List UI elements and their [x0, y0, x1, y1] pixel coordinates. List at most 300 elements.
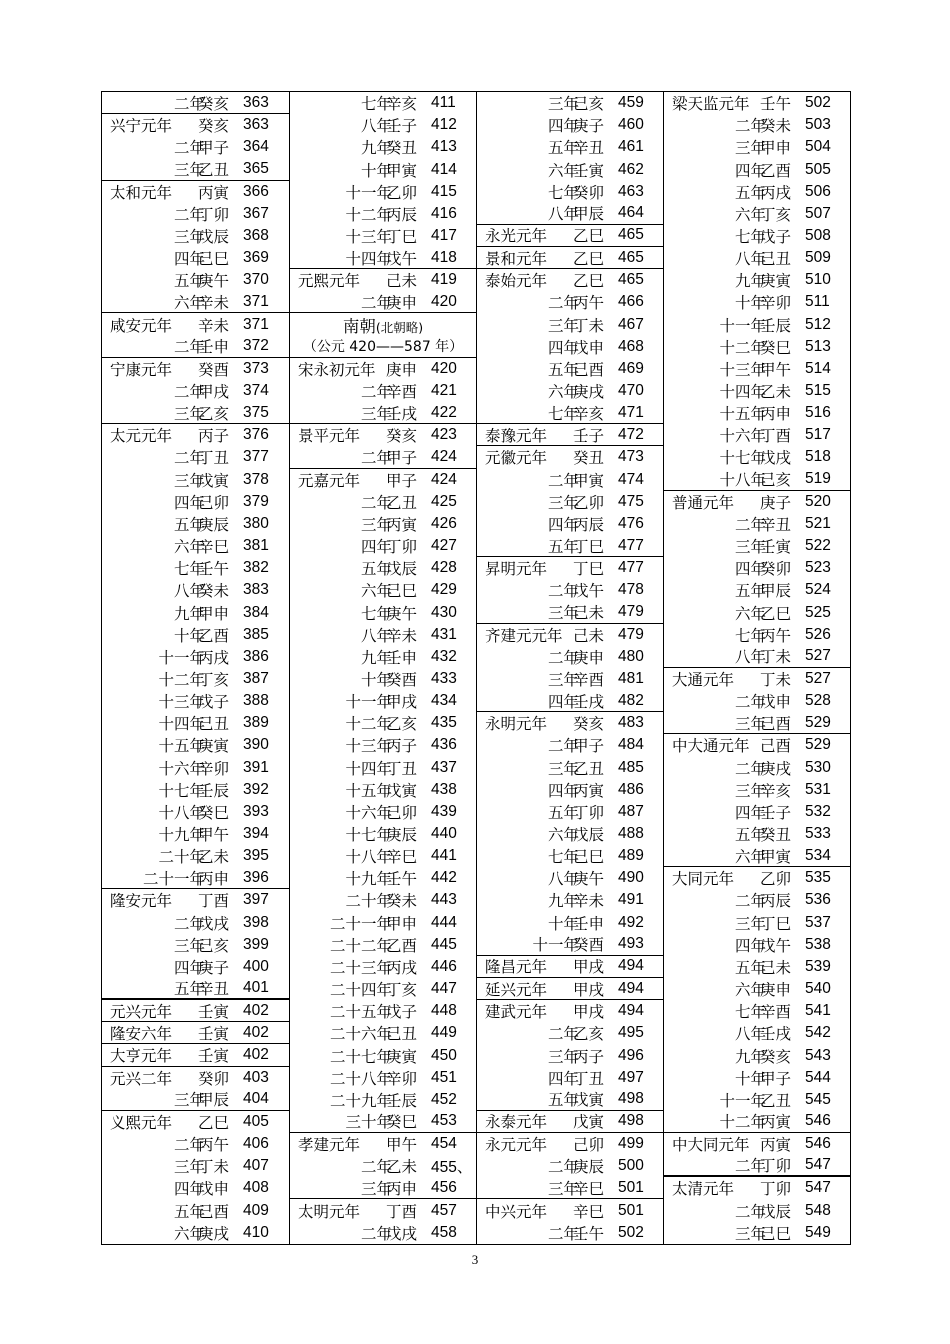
ganzhi-year: 戊申	[198, 1180, 230, 1199]
ad-year: 527	[805, 647, 831, 665]
reign-year: 二年	[173, 449, 205, 468]
reign-year: 五年	[547, 360, 579, 379]
ganzhi-year: 癸未	[760, 117, 792, 136]
table-row	[102, 734, 289, 756]
reign-year: 七年	[547, 183, 579, 202]
ganzhi-year: 庚子	[198, 958, 230, 977]
ganzhi-year: 壬寅	[198, 1024, 230, 1043]
ad-year: 373	[243, 359, 269, 377]
ad-year: 447	[431, 980, 457, 998]
ganzhi-year: 壬午	[760, 95, 792, 114]
ganzhi-year: 壬午	[198, 560, 230, 579]
ad-year: 393	[243, 802, 269, 820]
reign-year: 五年	[734, 826, 766, 844]
ad-year: 431	[431, 625, 457, 643]
ganzhi-year: 己未	[573, 626, 605, 645]
table-row	[102, 956, 289, 978]
table-row	[477, 978, 663, 1000]
table-row	[477, 291, 663, 313]
reign-year: 十年	[547, 914, 579, 933]
ganzhi-year: 己亥	[573, 95, 605, 114]
table-row	[290, 712, 476, 734]
ad-year: 370	[243, 271, 269, 289]
ad-year: 395	[243, 847, 269, 865]
ad-year: 548	[805, 1201, 831, 1219]
reign-year: 七年	[734, 227, 766, 246]
reign-year: 十九年	[345, 870, 392, 889]
ad-year: 537	[805, 913, 831, 931]
reign-year: 太明元年	[298, 1202, 361, 1221]
table-row	[664, 712, 850, 734]
ad-year: 484	[618, 736, 644, 754]
ad-year: 523	[805, 559, 831, 577]
ad-year: 506	[805, 182, 831, 200]
table-row	[477, 469, 663, 491]
reign-year: 二十五年	[329, 1003, 392, 1022]
table-row	[477, 912, 663, 934]
table-row	[477, 690, 663, 712]
ad-year: 465	[618, 226, 644, 244]
ad-year: 392	[243, 780, 269, 798]
table-row	[664, 1089, 850, 1111]
table-row	[477, 269, 663, 291]
ad-year: 437	[431, 758, 457, 776]
reign-year: 三年	[173, 404, 205, 423]
reign-year: 八年	[734, 1025, 766, 1044]
table-row	[477, 424, 663, 446]
section-range-row	[290, 336, 476, 358]
ganzhi-year: 癸丑	[386, 139, 418, 158]
table-row	[664, 956, 850, 978]
table-row	[664, 314, 850, 336]
table-row	[102, 557, 289, 579]
reign-year: 梁天监元年	[672, 95, 750, 114]
ganzhi-year: 辛亥	[386, 95, 418, 114]
ad-year: 432	[431, 647, 457, 665]
ad-year: 493	[618, 935, 644, 953]
table-row	[290, 491, 476, 513]
reign-year: 七年	[360, 95, 392, 114]
reign-year: 二年	[547, 294, 579, 313]
ad-year: 533	[805, 825, 831, 842]
table-row	[477, 92, 663, 114]
ad-year: 451	[431, 1068, 457, 1086]
table-row	[102, 402, 289, 424]
reign-year: 宋永初元年	[298, 360, 376, 379]
ganzhi-year: 乙卯	[760, 870, 792, 889]
table-row	[477, 1155, 663, 1177]
table-row	[477, 557, 663, 579]
ganzhi-year: 辛未	[386, 626, 418, 645]
ganzhi-year: 乙巳	[573, 249, 605, 268]
ganzhi-year: 壬子	[760, 803, 792, 822]
ad-year: 417	[431, 226, 457, 244]
reign-year: 十七年	[345, 826, 392, 844]
table-row	[477, 934, 663, 956]
table-row	[664, 823, 850, 845]
ad-year: 442	[431, 869, 457, 887]
reign-year: 三年	[173, 1158, 205, 1177]
reign-year: 十七年	[158, 781, 205, 800]
table-row	[290, 889, 476, 911]
ganzhi-year: 庚辰	[573, 1158, 605, 1177]
table-row	[102, 380, 289, 402]
reign-year: 十年	[734, 1069, 766, 1088]
ganzhi-year: 癸酉	[573, 936, 605, 955]
reign-year: 泰豫元年	[485, 426, 548, 445]
ad-year: 492	[618, 913, 644, 931]
ganzhi-year: 乙亥	[573, 1025, 605, 1044]
reign-year: 八年	[360, 626, 392, 645]
table-row	[664, 469, 850, 491]
reign-year: 十八年	[158, 803, 205, 822]
ganzhi-year: 庚戌	[573, 383, 605, 401]
reign-year: 永明元年	[485, 715, 548, 734]
table-row	[290, 1222, 476, 1244]
reign-year: 元徽元年	[485, 449, 548, 468]
table-row	[290, 757, 476, 779]
ad-year: 405	[243, 1112, 269, 1130]
reign-year: 七年	[734, 626, 766, 645]
ganzhi-year: 庚申	[386, 293, 418, 312]
reign-year: 四年	[547, 781, 579, 800]
table-row	[477, 712, 663, 734]
ganzhi-year: 庚寅	[760, 272, 792, 291]
ganzhi-year: 辛丑	[198, 980, 230, 999]
ganzhi-year: 甲午	[386, 1136, 418, 1155]
ganzhi-year: 癸亥	[198, 94, 230, 113]
table-row	[290, 1200, 476, 1222]
ad-year: 487	[618, 802, 644, 820]
reign-year: 三年	[547, 604, 579, 622]
ganzhi-year: 辛亥	[760, 781, 792, 800]
ganzhi-year: 庚寅	[198, 737, 230, 756]
ganzhi-year: 丁巳	[386, 227, 418, 246]
table-row	[102, 845, 289, 867]
ganzhi-year: 乙巳	[760, 604, 792, 623]
table-row	[102, 646, 289, 668]
reign-year: 隆安六年	[110, 1024, 173, 1043]
reign-year: 十八年	[719, 471, 766, 490]
reign-year: 大亨元年	[110, 1047, 173, 1065]
ad-year: 464	[618, 204, 644, 222]
ad-year: 465	[618, 271, 644, 289]
reign-year: 六年	[734, 981, 766, 1000]
ad-year: 396	[243, 868, 269, 886]
reign-year: 十五年	[158, 737, 205, 756]
ganzhi-year: 丁未	[573, 316, 605, 335]
reign-year: 大同元年	[672, 870, 735, 889]
ad-year: 491	[618, 891, 644, 909]
reign-year: 四年	[173, 250, 205, 269]
reign-year: 十二年	[719, 338, 766, 357]
table-row	[477, 1200, 663, 1222]
table-row	[477, 136, 663, 158]
ad-year: 477	[618, 559, 644, 577]
table-row	[102, 1155, 289, 1177]
ganzhi-year: 丙子	[386, 737, 418, 756]
ad-year: 456	[431, 1178, 457, 1196]
ad-year: 546	[805, 1112, 831, 1130]
reign-year: 五年	[547, 537, 579, 556]
ganzhi-year: 丁亥	[386, 981, 418, 1000]
ganzhi-year: 甲子	[760, 1069, 792, 1088]
ad-year: 390	[243, 736, 269, 754]
reign-year: 二年	[173, 94, 205, 113]
table-row	[290, 934, 476, 956]
ganzhi-year: 丙戌	[386, 958, 418, 977]
ganzhi-year: 丁亥	[198, 670, 230, 689]
reign-year: 十四年	[719, 383, 766, 401]
ganzhi-year: 己巳	[760, 1224, 792, 1243]
reign-year: 五年	[734, 582, 766, 601]
reign-year: 十一年	[719, 1091, 766, 1110]
table-row	[477, 668, 663, 690]
reign-year: 九年	[734, 1047, 766, 1066]
reign-year: 二年	[173, 139, 205, 158]
ad-year: 544	[805, 1068, 831, 1086]
table-row	[102, 823, 289, 845]
ganzhi-year: 壬寅	[198, 1047, 230, 1065]
ganzhi-year: 庚辰	[198, 515, 230, 534]
ganzhi-year: 辛卯	[386, 1069, 418, 1088]
reign-year: 十七年	[719, 449, 766, 468]
ganzhi-year: 丁未	[760, 670, 792, 689]
ad-year: 486	[618, 780, 644, 798]
reign-year: 普通元年	[672, 493, 735, 512]
ad-year: 420	[431, 359, 457, 377]
ganzhi-year: 戊戌	[198, 914, 230, 933]
table-row	[664, 757, 850, 779]
table-row	[664, 668, 850, 690]
ad-year: 516	[805, 404, 831, 422]
ad-year: 391	[243, 758, 269, 776]
ganzhi-year: 丁酉	[760, 427, 792, 446]
reign-year: 六年	[547, 826, 579, 844]
ganzhi-year: 戊辰	[573, 826, 605, 844]
reign-year: 十五年	[345, 781, 392, 800]
reign-year: 三年	[734, 781, 766, 800]
table-row	[664, 424, 850, 446]
ad-year: 439	[431, 802, 457, 820]
ad-year: 458	[431, 1223, 457, 1241]
table-row	[664, 269, 850, 291]
reign-year: 九年	[360, 139, 392, 158]
reign-year: 中大通元年	[672, 737, 750, 756]
ad-year: 542	[805, 1024, 831, 1042]
ganzhi-year: 甲辰	[573, 205, 605, 224]
ad-year: 419	[431, 271, 457, 289]
ad-year: 500	[618, 1157, 644, 1175]
reign-year: 十一年	[158, 648, 205, 667]
reign-year: 四年	[547, 692, 579, 711]
ad-year: 496	[618, 1046, 644, 1064]
ganzhi-year: 乙酉	[386, 936, 418, 955]
ganzhi-year: 甲戌	[573, 1003, 605, 1022]
ganzhi-year: 甲戌	[573, 980, 605, 999]
ganzhi-year: 壬寅	[760, 538, 792, 557]
table-row	[290, 579, 476, 601]
ganzhi-year: 乙未	[386, 1158, 418, 1177]
reign-year: 三年	[734, 1224, 766, 1243]
reign-year: 二年	[734, 1157, 766, 1176]
ganzhi-year: 癸巳	[760, 338, 792, 357]
table-row	[477, 314, 663, 336]
table-row	[102, 1111, 289, 1133]
table-row	[477, 779, 663, 801]
ad-year: 543	[805, 1046, 831, 1064]
ad-year: 510	[805, 271, 831, 289]
reign-year: 兴宁元年	[110, 117, 173, 136]
reign-year: 七年	[547, 848, 579, 867]
ad-year: 519	[805, 470, 831, 488]
table-row	[102, 314, 289, 336]
ganzhi-year: 乙丑	[573, 759, 605, 778]
ad-year: 382	[243, 559, 269, 577]
section-heading	[290, 313, 476, 337]
ganzhi-year: 丁卯	[760, 1157, 792, 1176]
ad-year: 377	[243, 448, 269, 466]
ganzhi-year: 庚戌	[760, 759, 792, 778]
table-row	[290, 734, 476, 756]
ad-year: 470	[618, 382, 644, 399]
ganzhi-year: 丙午	[573, 294, 605, 313]
reign-year: 六年	[360, 582, 392, 601]
reign-year: 五年	[547, 803, 579, 822]
ganzhi-year: 丙戌	[198, 648, 230, 667]
table-row	[664, 380, 850, 402]
table-row	[290, 1000, 476, 1022]
ganzhi-year: 甲子	[386, 471, 418, 490]
table-row	[477, 624, 663, 646]
reign-year: 二年	[734, 693, 766, 712]
ad-year: 448	[431, 1002, 457, 1020]
table-row	[664, 358, 850, 380]
table-row	[290, 1089, 476, 1111]
ganzhi-year: 庚子	[760, 493, 792, 512]
table-row	[102, 779, 289, 801]
ad-year: 381	[243, 537, 269, 555]
reign-year: 二年	[547, 737, 579, 756]
ganzhi-year: 己未	[386, 272, 418, 291]
reign-year: 二年	[734, 759, 766, 778]
ganzhi-year: 癸亥	[198, 117, 230, 136]
table-row	[102, 513, 289, 535]
ad-year: 526	[805, 625, 831, 643]
reign-year: 十年	[734, 294, 766, 313]
table-column	[477, 92, 663, 1244]
ad-year: 502	[805, 94, 831, 112]
reign-year: 三年	[173, 936, 205, 955]
table-row	[477, 225, 663, 247]
reign-year: 七年	[173, 560, 205, 579]
table-row	[290, 92, 476, 114]
ganzhi-year: 甲申	[760, 139, 792, 158]
ganzhi-year: 甲辰	[198, 1091, 230, 1110]
reign-year: 三年	[547, 759, 579, 778]
ad-year: 476	[618, 514, 644, 532]
table-row	[664, 291, 850, 313]
ad-year: 475	[618, 492, 644, 510]
table-row	[477, 1000, 663, 1022]
table-row	[290, 1044, 476, 1066]
table-row	[102, 136, 289, 158]
ad-year: 402	[243, 1023, 269, 1041]
table-row	[290, 136, 476, 158]
ad-year: 479	[618, 625, 644, 643]
table-row	[102, 624, 289, 646]
reign-year: 二十一年	[142, 869, 205, 888]
reign-year: 隆昌元年	[485, 958, 548, 977]
ganzhi-year: 丙戌	[760, 183, 792, 202]
ganzhi-year: 庚申	[760, 981, 792, 1000]
table-row	[290, 912, 476, 934]
table-row	[664, 491, 850, 513]
ganzhi-year: 壬午	[573, 1224, 605, 1243]
reign-year: 六年	[734, 847, 766, 866]
ad-year: 508	[805, 226, 831, 244]
ganzhi-year: 丁酉	[386, 1202, 418, 1221]
ganzhi-year: 丁丑	[573, 1069, 605, 1088]
ad-year: 369	[243, 249, 269, 267]
ganzhi-year: 癸酉	[386, 670, 418, 689]
reign-year: 二年	[547, 648, 579, 667]
table-row	[664, 1155, 850, 1177]
ad-year: 483	[618, 714, 644, 732]
ganzhi-year: 癸丑	[760, 826, 792, 844]
ganzhi-year: 甲寅	[573, 471, 605, 490]
reign-year: 二十九年	[329, 1091, 392, 1110]
ganzhi-year: 辛巳	[573, 1202, 605, 1221]
ad-year: 482	[618, 691, 644, 709]
reign-year: 三年	[547, 316, 579, 335]
reign-year: 十二年	[345, 205, 392, 224]
table-row	[290, 380, 476, 402]
ad-year: 365	[243, 160, 269, 177]
ad-year: 418	[431, 248, 457, 266]
ad-year: 531	[805, 780, 831, 798]
reign-year: 五年	[734, 958, 766, 977]
ganzhi-year: 壬戌	[573, 692, 605, 711]
ad-year: 454	[431, 1135, 457, 1153]
ganzhi-year: 庚午	[386, 604, 418, 623]
ad-year: 549	[805, 1223, 831, 1241]
ad-year: 424	[431, 447, 457, 465]
table-row	[290, 203, 476, 225]
table-row	[102, 934, 289, 956]
ad-year: 397	[243, 891, 269, 909]
reign-year: 六年	[734, 604, 766, 623]
ad-year: 449	[431, 1024, 457, 1042]
ganzhi-year: 己巳	[386, 582, 418, 601]
reign-year: 三年	[734, 914, 766, 933]
ad-year: 504	[805, 138, 831, 156]
reign-year: 二年	[547, 1224, 579, 1243]
table-row	[664, 1022, 850, 1044]
ad-year: 474	[618, 470, 644, 488]
reign-year: 二年	[173, 338, 205, 357]
reign-year: 二年	[734, 892, 766, 911]
table-row	[664, 203, 850, 225]
reign-year: 八年	[547, 205, 579, 224]
ganzhi-year: 辛卯	[760, 294, 792, 313]
ad-year: 534	[805, 846, 831, 864]
ganzhi-year: 丁酉	[198, 892, 230, 911]
table-row	[477, 956, 663, 978]
table-row	[290, 1111, 476, 1133]
ad-year: 435	[431, 714, 457, 732]
ad-year: 463	[618, 182, 644, 200]
